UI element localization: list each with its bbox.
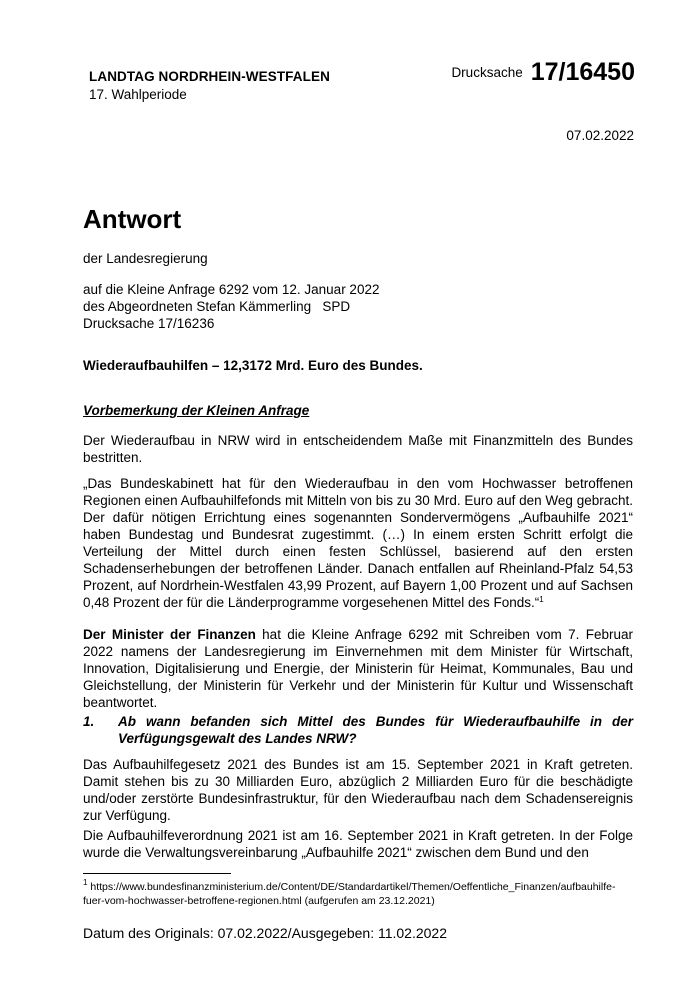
intro-member: des Abgeordneten Stefan Kämmerling SPD (83, 299, 351, 314)
footnote-marker: 1 (83, 878, 88, 887)
original-date-footer: Datum des Originals: 07.02.2022/Ausgegeben: 11.02.2022 (83, 925, 447, 941)
minister-rest: hat die Kleine Anfrage 6292 mit Schreiben vom 7. Februar 2022 namens der Landesregierung im Einvernehmen mit dem Minister für Wirtschaft, Innovation, Digitalisierung und Energie, der Ministerin für Heimat, Kommunales, Bau und Gleichstellung, der Ministerin für Verkehr und der Ministerin für Kultur und Wissenschaft beantwortet. (83, 627, 633, 710)
parliament-name: LANDTAG NORDRHEIN-WESTFALEN (89, 69, 330, 84)
minister-bold: Der Minister der Finanzen (83, 627, 256, 642)
footnote-ref: 1 (539, 595, 544, 604)
drucksache-number: 17/16450 (530, 58, 635, 86)
intro-government: der Landesregierung (83, 251, 208, 266)
question-text: Ab wann befanden sich Mittel des Bundes für Wiederaufbauhilfe in der Verfügungsgewalt des Landes NRW? (118, 714, 633, 746)
vorbemerkung-para-1: Der Wiederaufbau in NRW wird in entscheidendem Maße mit Finanzmitteln des Bundes bestritten. (83, 433, 633, 465)
document-date: 07.02.2022 (566, 128, 634, 143)
vorbemerkung-para-2 (83, 475, 633, 611)
intro-block (83, 281, 633, 332)
vorbemerkung-heading: Vorbemerkung der Kleinen Anfrage (83, 403, 310, 418)
subject-line: Wiederaufbauhilfen – 12,3172 Mrd. Euro des Bundes. (83, 358, 423, 373)
footnote-divider (83, 873, 231, 874)
answer-para-2: Die Aufbauhilfeverordnung 2021 ist am 16. September 2021 in Kraft getreten. In der Folge wurde die Verwaltungsvereinbarung „Aufbauhilfe 2021“ zwischen dem Bund und den (83, 828, 633, 860)
drucksache-header (451, 58, 635, 87)
minister-para (83, 626, 633, 711)
question-1 (83, 713, 633, 747)
legislative-period: 17. Wahlperiode (89, 87, 187, 102)
footnote-text: https://www.bundesfinanzministerium.de/Content/DE/Standardartikel/Themen/Oeffentliche_Finanzen/aufbauhilfe-fuer-vom-hochwasser-betroffene-regionen.html (aufgerufen am 23.12.2021) (83, 881, 616, 907)
page-title: Antwort (83, 204, 182, 234)
question-number: 1. (83, 714, 95, 729)
answer-para-1: Das Aufbauhilfegesetz 2021 des Bundes ist am 15. September 2021 in Kraft getreten. Damit stehen bis zu 30 Milliarden Euro, abzüglich 2 Milliarden Euro für die beschädigte und/oder zerstörte Bundesinfrastruktur, für den Wiederaufbau nach dem Schadensereignis zur Verfügung. (83, 757, 633, 823)
footnote (83, 880, 633, 908)
intro-inquiry: auf die Kleine Anfrage 6292 vom 12. Januar 2022 (83, 282, 380, 297)
quote-text: „Das Bundeskabinett hat für den Wiederaufbau in den vom Hochwasser betroffenen Regionen einen Aufbauhilfefonds mit Mitteln von bis zu 30 Mrd. Euro auf den Weg gebracht. Der dafür nötigen Errichtung eines sogenannten Sondervermögens „Aufbauhilfe 2021“ haben Bundestag und Bundesrat zugestimmt. (…) In einem ersten Schritt erfolgt die Verteilung der Mittel durch einen festen Schlüssel, basierend auf den ersten Schadenserhebungen der betroffenen Länder. Danach entfallen auf Rheinland-Pfalz 54,53 Prozent, auf Nordrhein-Westfalen 43,99 Prozent, auf Bayern 1,00 Prozent und auf Sachsen 0,48 Prozent der für die Länderprogramme vorgesehenen Mittel des Fonds.“ (83, 476, 633, 610)
intro-drucksache: Drucksache 17/16236 (83, 316, 215, 331)
drucksache-label: Drucksache (451, 65, 523, 80)
